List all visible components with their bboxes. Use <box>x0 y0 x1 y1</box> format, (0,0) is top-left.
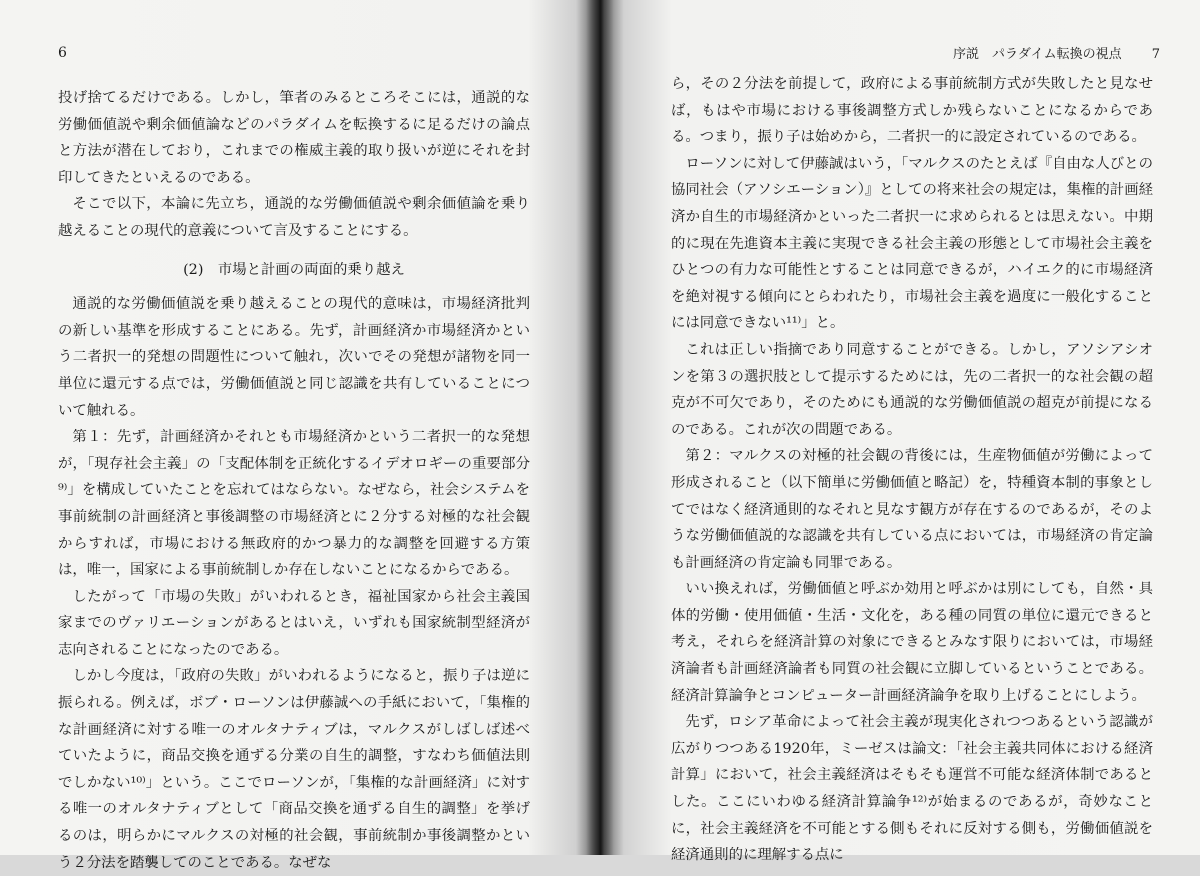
paragraph: 通説的な労働価値説を乗り越えることの現代的意味は，市場経済批判の新しい基準を形成することにある。先ず，計画経済か市場経済かという二者択一的発想の問題性について触れ，次いでその発想が諸物を同一単位に還元する点では，労働価値説と同じ認識を共有していることについて触れる。 <box>58 296 530 419</box>
paragraph: 投げ捨てるだけである。しかし，筆者のみるところそこには，通説的な労働価値説や剰余価値論などのパラダイムを転換するに足るだけの論点と方法が潜在しており，これまでの権威主義的取り扱いが逆にそれを封印してきたといえるのである。 <box>58 90 530 186</box>
paragraph: 第１：先ず，計画経済かそれとも市場経済かという二者択一的な発想が，「現存社会主義」の「支配体制を正統化するイデオロギーの重要部分⁹⁾」を構成していたことを忘れてはならない。なぜなら，社会システムを事前統制の計画経済と事後調整の市場経済とに２分する対極的な社会観からすれば，市場における無政府的かつ暴力的な調整を回避する方策は，唯一，国家による事前統制しか存在しないことになるからである。 <box>58 429 530 579</box>
paragraph: 第２：マルクスの対極的社会観の背後には，生産物価値が労働によって形成されること（以下簡単に労働価値と略記）を，特種資本制的事象としてではなく経済通則的なそれと見なす観方が存在するのであるが，そのような労働価値説的な認識を共有している点においては，市場経済の肯定論も計画経済の肯定論も同罪である。 <box>671 448 1153 571</box>
page-number: 6 <box>58 45 67 61</box>
right-page-text <box>671 71 1153 869</box>
paragraph: そこで以下，本論に先立ち，通説的な労働価値説や剰余価値論を乗り越えることの現代的意義について言及することにする。 <box>58 196 530 239</box>
right-page <box>600 0 1200 864</box>
left-page-text <box>58 85 530 876</box>
paragraph: これは正しい指摘であり同意することができる。しかし，アソシアシオンを第３の選択肢として提示するためには，先の二者択一的な社会観の超克が不可欠であり，そのためにも通説的な労働価値説の超克が前提になるのである。これが次の問題である。 <box>671 341 1153 438</box>
running-head-title: 序説 パラダイム転換の視点 <box>952 47 1122 62</box>
paragraph: 先ず，ロシア革命によって社会主義が現実化されつつあるという認識が広がりつつある1920年，ミーゼスは論文：「社会主義共同体における経済計算」において，社会主義経済はそもそも運営不可能な経済体制であるとした。ここにいわゆる経済計算論争¹²⁾が始まるのであるが，奇妙なことに，社会主義経済を不可能とする側もそれに反対する側も，労働価値説を経済通則的に理解する点に <box>671 714 1153 864</box>
page-number: 7 <box>1151 47 1160 62</box>
section-heading: (2) 市場と計画の両面的乗り越え <box>183 261 405 278</box>
paragraph: しかし今度は，「政府の失敗」がいわれるようになると，振り子は逆に振られる。例えば，ボブ・ローソンは伊藤誠への手紙において，「集権的な計画経済に対する唯一のオルタナティブは，マルクスがしばしば述べていたように，商品交換を通ずる分業の自生的調整，すなわち価値法則でしかない¹⁰⁾」という。ここでローソンが，「集権的な計画経済」に対する唯一のオルタナティブとして「商品交換を通ずる自生的調整」を挙げるのは，明らかにマルクスの対極的社会観，事前統制か事後調整かという２分法を踏襲してのことである。なぜな <box>58 668 530 871</box>
running-head <box>953 43 1160 62</box>
paragraph: いい換えれば，労働価値と呼ぶか効用と呼ぶかは別にしても，自然・具体的労働・使用価値・生活・文化を，ある種の同質の単位に還元できると考え，それらを経済計算の対象にできるとみなす限りにおいては，市場経済論者も計画経済論者も同質の社会観に立脚しているということである。経済計算論争とコンピューター計画経済論争を取り上げることにしよう。 <box>671 581 1153 704</box>
paragraph: したがって「市場の失敗」がいわれるとき，福祉国家から社会主義国家までのヴァリエーションがあるとはいえ，いずれも国家統制型経済が志向されることになったのである。 <box>58 588 530 658</box>
paragraph: ら，その２分法を前提して，政府による事前統制方式が失敗したと見なせば，もはや市場における事後調整方式しか残らないことになるからである。つまり，振り子は始めから，二者択一的に設定されているのである。 <box>671 76 1153 146</box>
paragraph: ローソンに対して伊藤誠はいう，「マルクスのたとえば『自由な人びとの協同社会（アソシエーション）』としての将来社会の規定は，集権的計画経済か自生的市場経済かといった二者択一に求められるとは思えない。中期的に現在先進資本主義に実現できる社会主義の形態として市場社会主義をひとつの有力な可能性とすることは同意できるが，ハイエク的に市場経済を絶対視する傾向にとらわれたり，市場社会主義を過度に一般化することには同意できない¹¹⁾」と。 <box>671 155 1153 332</box>
left-page <box>0 0 600 871</box>
